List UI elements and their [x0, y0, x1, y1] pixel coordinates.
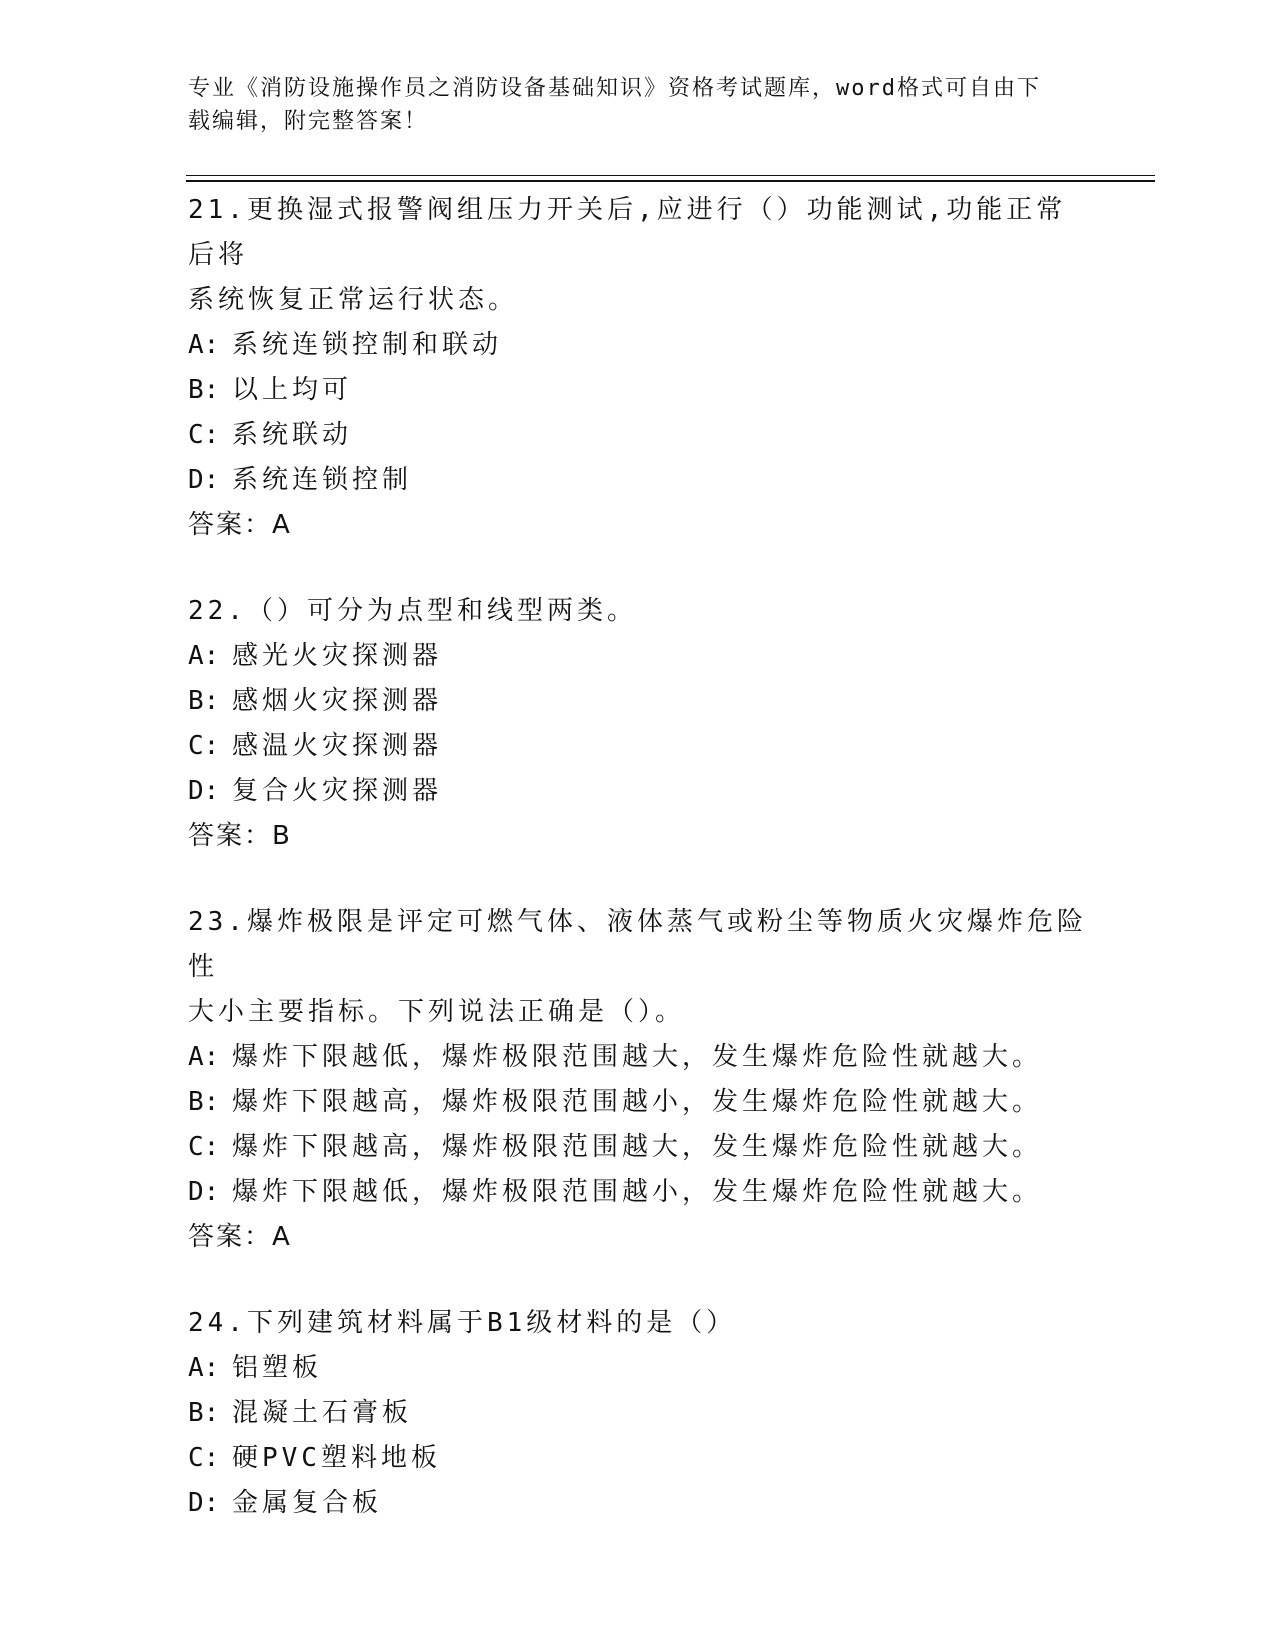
option-text: 铝塑板 [232, 1353, 323, 1383]
option-text: 爆炸下限越高，爆炸极限范围越大，发生爆炸危险性就越大。 [232, 1132, 1043, 1162]
question-21 [188, 188, 1088, 548]
option-text: 硬PVC塑料地板 [232, 1443, 441, 1473]
option-d [188, 769, 1088, 814]
option-label: B: [188, 375, 220, 405]
header-divider-thin [186, 175, 1155, 176]
question-list [188, 188, 1088, 1567]
option-label: B: [188, 686, 220, 716]
option-text: 混凝土石膏板 [232, 1398, 413, 1428]
question-text-continued: 系统恢复正常运行状态。 [188, 285, 519, 315]
option-c [188, 1125, 1088, 1170]
answer: 答案：B [188, 821, 292, 851]
option-text: 爆炸下限越高，爆炸极限范围越小，发生爆炸危险性就越大。 [232, 1087, 1043, 1117]
option-text: 感光火灾探测器 [232, 641, 443, 671]
question-23 [188, 900, 1088, 1260]
option-label: C: [188, 1443, 220, 1473]
option-text: 以上均可 [232, 375, 353, 405]
option-text: 爆炸下限越低，爆炸极限范围越小，发生爆炸危险性就越大。 [232, 1177, 1043, 1207]
option-label: B: [188, 1398, 220, 1428]
question-24 [188, 1301, 1088, 1526]
answer: 答案：A [188, 1222, 292, 1252]
option-c [188, 1436, 1088, 1481]
option-label: D: [188, 1488, 220, 1518]
option-text: 感温火灾探测器 [232, 731, 443, 761]
option-label: A: [188, 330, 220, 360]
answer: 答案：A [188, 510, 292, 540]
option-d [188, 458, 1088, 503]
question-text: 24.下列建筑材料属于B1级材料的是（） [188, 1308, 737, 1338]
option-d [188, 1170, 1088, 1215]
option-label: A: [188, 641, 220, 671]
question-22 [188, 589, 1088, 859]
option-text: 复合火灾探测器 [232, 776, 443, 806]
question-text: 23.爆炸极限是评定可燃气体、液体蒸气或粉尘等物质火灾爆炸危险性 [188, 907, 1087, 982]
option-b [188, 1080, 1088, 1125]
option-label: A: [188, 1042, 220, 1072]
option-d [188, 1481, 1088, 1526]
document-header [188, 72, 1068, 138]
option-a [188, 323, 1088, 368]
option-a [188, 1346, 1088, 1391]
header-line-1: 专业《消防设施操作员之消防设备基础知识》资格考试题库，word格式可自由下 [188, 76, 1041, 101]
header-line-2: 载编辑，附完整答案！ [188, 109, 429, 134]
option-label: D: [188, 1177, 220, 1207]
option-label: C: [188, 420, 220, 450]
header-divider-thick [186, 180, 1155, 182]
option-text: 金属复合板 [232, 1488, 383, 1518]
option-text: 系统联动 [232, 420, 353, 450]
option-text: 爆炸下限越低，爆炸极限范围越大，发生爆炸危险性就越大。 [232, 1042, 1043, 1072]
option-b [188, 368, 1088, 413]
question-text: 21.更换湿式报警阀组压力开关后,应进行（）功能测试,功能正常后将 [188, 195, 1067, 270]
option-label: C: [188, 1132, 220, 1162]
option-c [188, 413, 1088, 458]
option-label: A: [188, 1353, 220, 1383]
option-b [188, 1391, 1088, 1436]
option-text: 系统连锁控制 [232, 465, 413, 495]
option-text: 感烟火灾探测器 [232, 686, 443, 716]
option-a [188, 1035, 1088, 1080]
option-label: D: [188, 776, 220, 806]
option-text: 系统连锁控制和联动 [232, 330, 503, 360]
question-text: 22.（）可分为点型和线型两类。 [188, 596, 637, 626]
option-label: B: [188, 1087, 220, 1117]
option-label: C: [188, 731, 220, 761]
option-c [188, 724, 1088, 769]
option-label: D: [188, 465, 220, 495]
option-b [188, 679, 1088, 724]
question-text-continued: 大小主要指标。下列说法正确是（）。 [188, 997, 686, 1027]
option-a [188, 634, 1088, 679]
